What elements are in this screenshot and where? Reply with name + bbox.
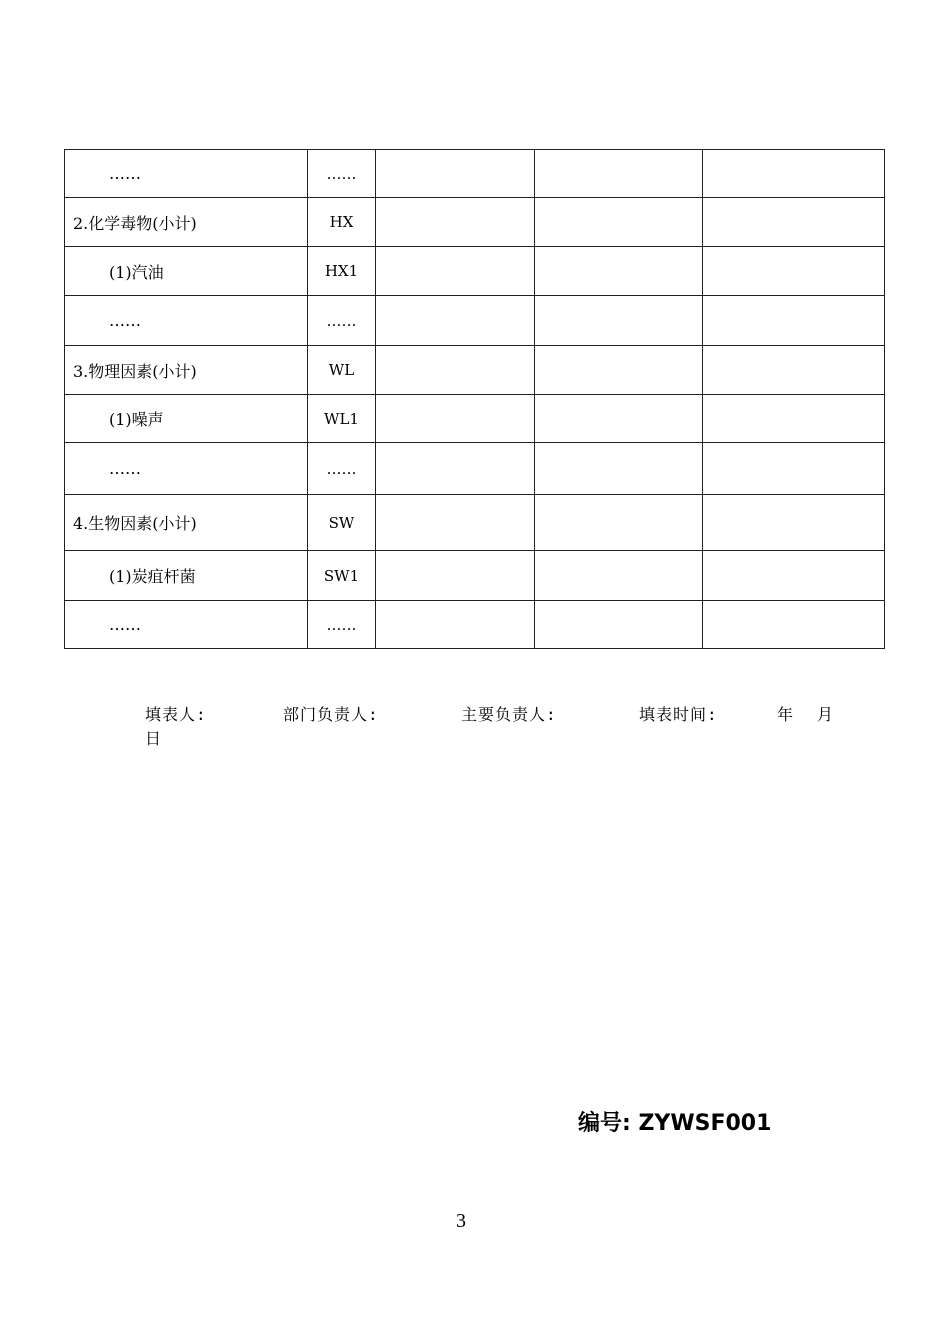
year-label: 年 — [777, 705, 795, 724]
table-row — [65, 296, 885, 346]
month-label: 月 — [817, 705, 835, 724]
table-row — [65, 395, 885, 443]
blank-cell — [703, 601, 885, 649]
blank-cell — [703, 551, 885, 601]
day-label: 日 — [145, 729, 163, 748]
factor-name-cell: …… — [65, 150, 308, 198]
blank-cell — [376, 443, 535, 495]
factor-name-cell: (1)汽油 — [65, 247, 308, 296]
factor-code-cell: …… — [308, 601, 376, 649]
factor-name-cell: …… — [65, 296, 308, 346]
blank-cell — [376, 346, 535, 395]
factor-name-cell: (1)噪声 — [65, 395, 308, 443]
factor-name-cell: 3.物理因素(小计) — [65, 346, 308, 395]
factor-code-cell: …… — [308, 296, 376, 346]
blank-cell — [376, 198, 535, 247]
table-row — [65, 198, 885, 247]
blank-cell — [535, 495, 703, 551]
blank-cell — [535, 198, 703, 247]
factor-code-cell: WL1 — [308, 395, 376, 443]
factor-name-cell: (1)炭疽杆菌 — [65, 551, 308, 601]
factor-name-cell: …… — [65, 601, 308, 649]
blank-cell — [703, 443, 885, 495]
table-body — [65, 150, 885, 649]
dept-head-label: 部门负责人: — [283, 705, 379, 724]
factor-code-cell: SW1 — [308, 551, 376, 601]
blank-cell — [535, 395, 703, 443]
factor-name-cell: 4.生物因素(小计) — [65, 495, 308, 551]
factor-name-cell: …… — [65, 443, 308, 495]
principal-label: 主要负责人: — [461, 705, 557, 724]
factor-code-cell: …… — [308, 443, 376, 495]
factor-name-cell: 2.化学毒物(小计) — [65, 198, 308, 247]
blank-cell — [535, 296, 703, 346]
blank-cell — [703, 346, 885, 395]
blank-cell — [535, 150, 703, 198]
blank-cell — [535, 443, 703, 495]
factor-code-cell: WL — [308, 346, 376, 395]
table-row — [65, 495, 885, 551]
table-row — [65, 601, 885, 649]
blank-cell — [535, 601, 703, 649]
blank-cell — [376, 247, 535, 296]
blank-cell — [703, 247, 885, 296]
table-row — [65, 443, 885, 495]
blank-cell — [376, 601, 535, 649]
filler-label: 填表人: — [145, 705, 207, 724]
table-row — [65, 551, 885, 601]
blank-cell — [703, 296, 885, 346]
form-number: 编号: ZYWSF001 — [578, 1111, 772, 1136]
blank-cell — [376, 551, 535, 601]
blank-cell — [376, 395, 535, 443]
fill-time-label: 填表时间: — [639, 705, 718, 724]
blank-cell — [535, 346, 703, 395]
blank-cell — [535, 247, 703, 296]
factor-code-cell: HX — [308, 198, 376, 247]
blank-cell — [376, 495, 535, 551]
factor-code-cell: SW — [308, 495, 376, 551]
factor-code-cell: …… — [308, 150, 376, 198]
factor-code-cell: HX1 — [308, 247, 376, 296]
hazard-factor-table — [64, 149, 885, 649]
blank-cell — [376, 296, 535, 346]
blank-cell — [376, 150, 535, 198]
blank-cell — [703, 150, 885, 198]
table-row — [65, 247, 885, 296]
blank-cell — [703, 395, 885, 443]
blank-cell — [535, 551, 703, 601]
page-number: 3 — [456, 1210, 466, 1232]
blank-cell — [703, 198, 885, 247]
table-row — [65, 346, 885, 395]
blank-cell — [703, 495, 885, 551]
table-row — [65, 150, 885, 198]
